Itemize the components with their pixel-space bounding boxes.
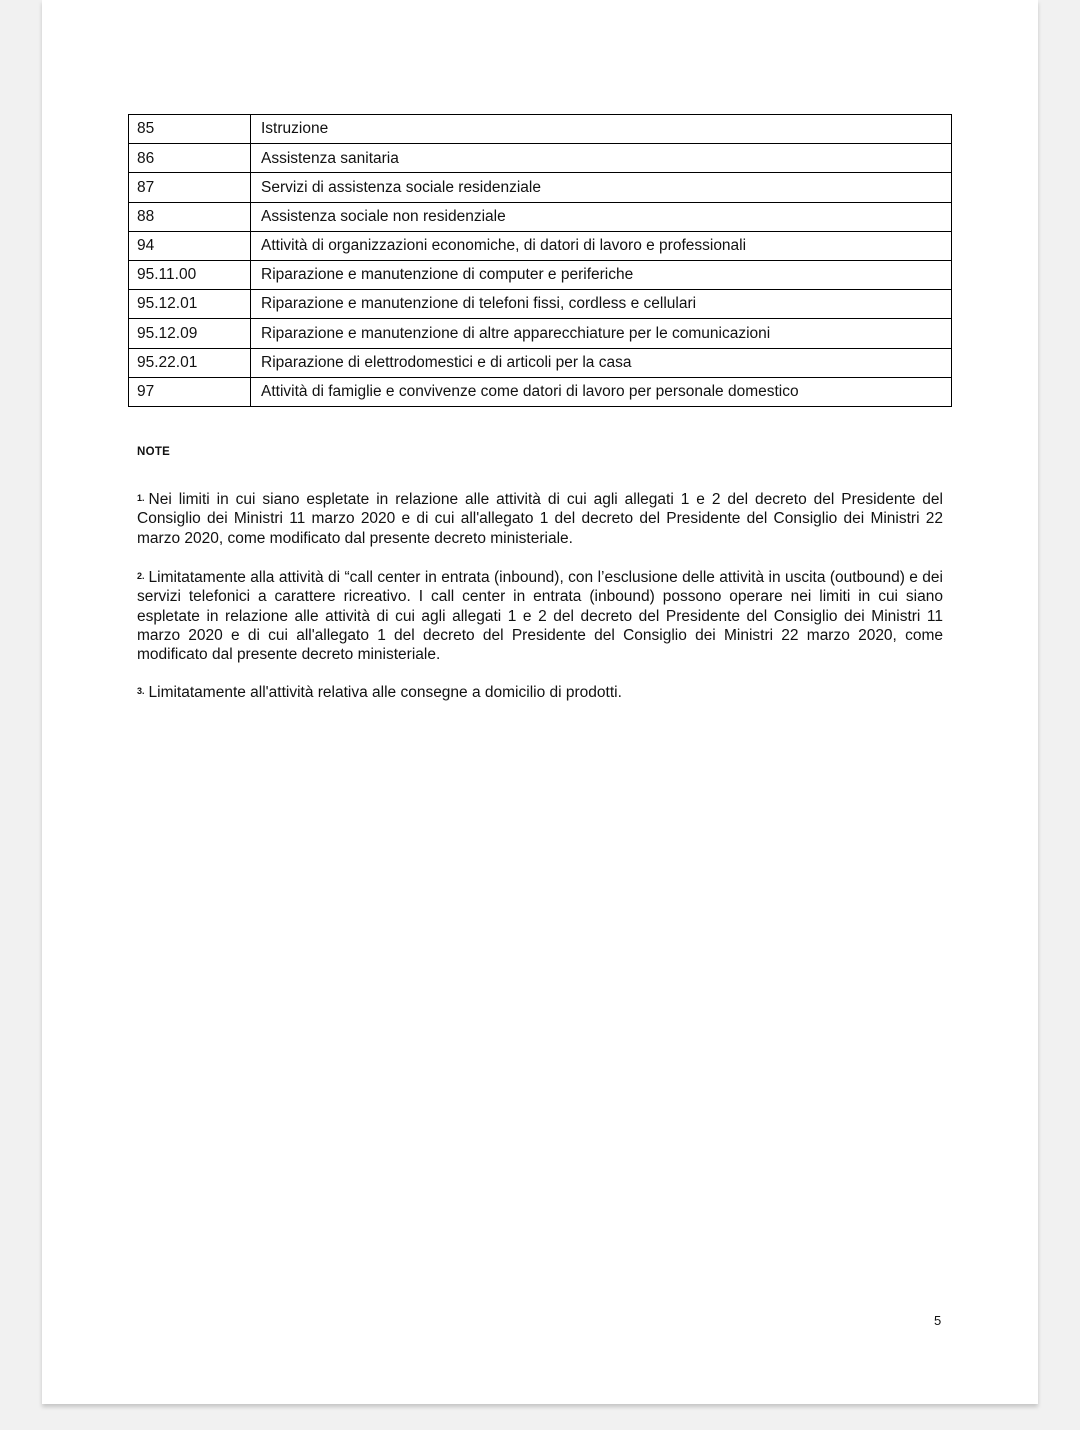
table-row — [129, 231, 952, 260]
page-number: 5 — [934, 1313, 942, 1328]
row-description-cell: Attività di famiglie e convivenze come datori di lavoro per personale domestico — [251, 377, 952, 406]
note-marker: 1. — [137, 493, 145, 503]
note-text: Limitatamente all'attività relativa alle consegne a domicilio di prodotti. — [148, 684, 622, 701]
row-code-cell: 94 — [129, 231, 251, 260]
row-description-cell: Istruzione — [251, 115, 952, 144]
row-description-cell: Riparazione e manutenzione di computer e periferiche — [251, 260, 952, 289]
row-code-cell: 95.12.09 — [129, 319, 251, 348]
table-row — [129, 290, 952, 319]
document-page — [42, 0, 1038, 1404]
table-row — [129, 144, 952, 173]
row-code-cell: 95.22.01 — [129, 348, 251, 377]
viewer-bottom-strip — [0, 1430, 1080, 1441]
note-text: Nei limiti in cui siano espletate in relazione alle attività di cui agli allegati 1 e 2 del decreto del Presidente del Consiglio dei Ministri 11 marzo 2020 e di cui all'allegato 1 del decreto del Presidente del Consiglio dei Ministri 22 marzo 2020, come modificato dal presente decreto ministeriale. — [137, 491, 943, 547]
table-row — [129, 348, 952, 377]
row-description-cell: Riparazione e manutenzione di telefoni fissi, cordless e cellulari — [251, 290, 952, 319]
row-description-cell: Servizi di assistenza sociale residenziale — [251, 173, 952, 202]
table-row — [129, 319, 952, 348]
table-body — [129, 115, 952, 407]
note-item-1 — [137, 490, 943, 548]
row-code-cell: 88 — [129, 202, 251, 231]
notes-heading: NOTE — [137, 446, 171, 458]
note-marker: 2. — [137, 571, 145, 581]
note-marker: 3. — [137, 686, 145, 696]
row-description-cell: Riparazione e manutenzione di altre apparecchiature per le comunicazioni — [251, 319, 952, 348]
row-description-cell: Attività di organizzazioni economiche, di datori di lavoro e professionali — [251, 231, 952, 260]
note-text: Limitatamente alla attività di “call center in entrata (inbound), con l’esclusione delle attività in uscita (outbound) e dei servizi telefonici a carattere ricreativo. I call center in entrata (inbound) possono operare nei limiti in cui siano espletate in relazione alle attività di cui agli allegati 1 e 2 del decreto del Presidente del Consiglio dei Ministri 11 marzo 2020 e di cui all'allegato 1 del decreto del Presidente del Consiglio dei Ministri 22 marzo 2020, come modificato dal presente decreto ministeriale. — [137, 569, 943, 664]
row-code-cell: 97 — [129, 377, 251, 406]
row-description-cell: Assistenza sanitaria — [251, 144, 952, 173]
table-row — [129, 173, 952, 202]
row-code-cell: 86 — [129, 144, 251, 173]
row-code-cell: 95.12.01 — [129, 290, 251, 319]
ateco-codes-table — [128, 114, 952, 407]
row-description-cell: Assistenza sociale non residenziale — [251, 202, 952, 231]
row-code-cell: 85 — [129, 115, 251, 144]
row-description-cell: Riparazione di elettrodomestici e di articoli per la casa — [251, 348, 952, 377]
table-row — [129, 260, 952, 289]
table-row — [129, 202, 952, 231]
note-item-2 — [137, 568, 943, 664]
table-row — [129, 115, 952, 144]
note-item-3 — [137, 683, 943, 702]
table-row — [129, 377, 952, 406]
row-code-cell: 87 — [129, 173, 251, 202]
row-code-cell: 95.11.00 — [129, 260, 251, 289]
